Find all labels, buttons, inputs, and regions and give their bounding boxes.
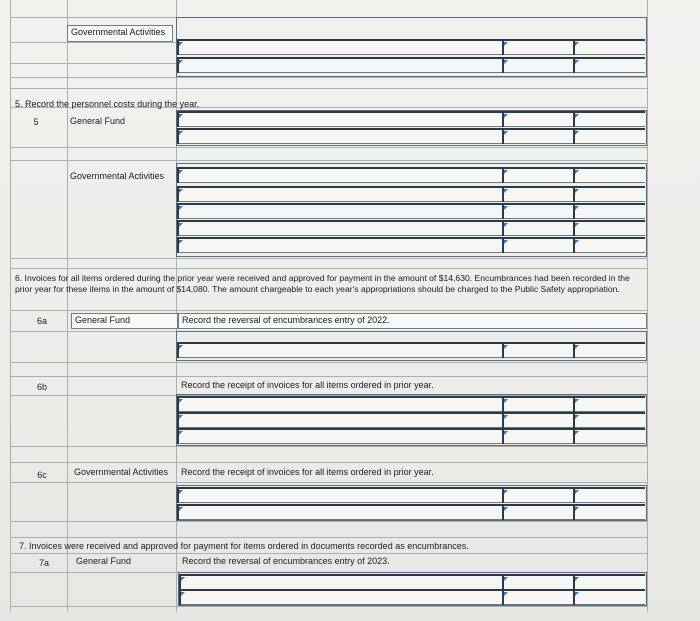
dropdown-marker-icon — [504, 131, 508, 135]
dropdown-marker-icon — [504, 490, 508, 494]
dropdown-marker-icon — [575, 60, 579, 64]
journal-entry-row-6c-1[interactable] — [177, 487, 645, 503]
dropdown-marker-icon — [575, 131, 579, 135]
dropdown-marker-icon — [504, 592, 508, 596]
journal-entry-row-top-2[interactable] — [177, 57, 645, 73]
question-5-prompt: 5. Record the personnel costs during the year. — [15, 99, 200, 109]
journal-entry-row-5-2[interactable] — [177, 128, 645, 144]
dropdown-marker-icon — [575, 345, 579, 349]
grid-line — [10, 258, 647, 259]
dropdown-marker-icon — [179, 189, 183, 193]
dropdown-marker-icon — [179, 507, 183, 511]
grid-line — [10, 147, 647, 148]
grid-line — [10, 160, 647, 161]
entry-number-6a: 6a — [36, 316, 47, 326]
dropdown-marker-icon — [179, 345, 183, 349]
dropdown-marker-icon — [575, 114, 579, 118]
dropdown-marker-icon — [575, 490, 579, 494]
fund-label-governmental-activities-top: Governmental Activities — [67, 25, 173, 42]
grid-column-line — [67, 0, 68, 612]
dropdown-marker-icon — [504, 170, 508, 174]
journal-entry-row-6b-2[interactable] — [177, 412, 645, 428]
dropdown-marker-icon — [575, 577, 579, 581]
journal-entry-row-5-1[interactable] — [177, 111, 645, 127]
grid-line — [10, 482, 647, 483]
fund-label-general-fund-7a: General Fund — [76, 556, 132, 566]
dropdown-marker-icon — [504, 345, 508, 349]
grid-line — [10, 553, 647, 554]
dropdown-marker-icon — [575, 415, 579, 419]
dropdown-marker-icon — [575, 507, 579, 511]
question-7-prompt: 7. Invoices were received and approved for payment for items ordered in documents recorded as encumbrances. — [19, 541, 469, 551]
dropdown-marker-icon — [179, 170, 183, 174]
grid-line — [10, 268, 647, 269]
dropdown-marker-icon — [179, 42, 183, 46]
dropdown-marker-icon — [179, 206, 183, 210]
grid-column-line — [647, 0, 648, 612]
grid-line — [10, 88, 647, 89]
dropdown-marker-icon — [504, 114, 508, 118]
dropdown-marker-icon — [179, 60, 183, 64]
dropdown-marker-icon — [504, 42, 508, 46]
journal-entry-row-5-gov-5[interactable] — [177, 237, 645, 253]
dropdown-marker-icon — [575, 399, 579, 403]
dropdown-marker-icon — [179, 240, 183, 244]
journal-entry-row-top-1[interactable] — [177, 39, 645, 55]
fund-label-governmental-activities-6c: Governmental Activities — [74, 467, 169, 477]
entry-description-7a: Record the reversal of encumbrances entry of 2023. — [182, 556, 390, 566]
dropdown-marker-icon — [504, 60, 508, 64]
entry-number-6b: 6b — [36, 382, 47, 392]
dropdown-marker-icon — [575, 206, 579, 210]
dropdown-marker-icon — [575, 592, 579, 596]
grid-line — [10, 362, 647, 363]
dropdown-marker-icon — [504, 507, 508, 511]
grid-line — [10, 77, 647, 78]
dropdown-marker-icon — [179, 431, 183, 435]
dropdown-marker-icon — [504, 415, 508, 419]
grid-line — [10, 310, 647, 311]
dropdown-marker-icon — [575, 42, 579, 46]
entry-number-5: 5 — [33, 117, 39, 127]
entry-description-6c: Record the receipt of invoices for all items ordered in prior year. — [181, 467, 434, 477]
entry-description-6b: Record the receipt of invoices for all items ordered in prior year. — [181, 380, 434, 390]
dropdown-marker-icon — [575, 431, 579, 435]
entry-number-7a: 7a — [38, 558, 49, 568]
dropdown-marker-icon — [179, 399, 183, 403]
journal-entry-row-5-gov-1[interactable] — [177, 167, 645, 183]
dropdown-marker-icon — [179, 131, 183, 135]
grid-line — [10, 537, 647, 538]
grid-line — [10, 462, 647, 463]
journal-entry-row-6a-1[interactable] — [177, 342, 645, 358]
dropdown-marker-icon — [179, 223, 183, 227]
entry-number-6c: 6c — [37, 470, 47, 480]
dropdown-marker-icon — [504, 223, 508, 227]
dropdown-marker-icon — [181, 577, 185, 581]
dropdown-marker-icon — [504, 577, 508, 581]
dropdown-marker-icon — [575, 170, 579, 174]
dropdown-marker-icon — [504, 399, 508, 403]
journal-entry-row-6b-3[interactable] — [177, 428, 645, 444]
journal-entry-row-6b-1[interactable] — [177, 396, 645, 412]
grid-line — [10, 446, 647, 447]
journal-entry-row-5-gov-2[interactable] — [177, 186, 645, 202]
journal-entry-row-5-gov-4[interactable] — [177, 220, 645, 236]
dropdown-marker-icon — [575, 240, 579, 244]
dropdown-marker-icon — [504, 240, 508, 244]
dropdown-marker-icon — [504, 189, 508, 193]
dropdown-marker-icon — [179, 415, 183, 419]
dropdown-marker-icon — [504, 431, 508, 435]
dropdown-marker-icon — [179, 490, 183, 494]
grid-line — [10, 376, 647, 377]
grid-line — [10, 521, 647, 522]
journal-entry-row-5-gov-3[interactable] — [177, 203, 645, 219]
fund-label-governmental-activities-5: Governmental Activities — [70, 171, 165, 181]
journal-entry-row-7a-1[interactable] — [179, 574, 645, 590]
journal-entry-row-7a-2[interactable] — [179, 589, 645, 605]
dropdown-marker-icon — [179, 114, 183, 118]
grid-line — [10, 606, 647, 607]
journal-entry-row-6c-2[interactable] — [177, 504, 645, 520]
dropdown-marker-icon — [575, 189, 579, 193]
grid-column-line — [10, 0, 11, 612]
dropdown-marker-icon — [181, 592, 185, 596]
dropdown-marker-icon — [575, 223, 579, 227]
dropdown-marker-icon — [504, 206, 508, 210]
fund-label-general-fund-6a: General Fund — [71, 313, 178, 329]
entry-description-6a: Record the reversal of encumbrances entry of 2022. — [178, 313, 647, 329]
question-6-prompt: 6. Invoices for all items ordered during the prior year were received and approved for payment in the amount of $14,630. Encumbrances had been recorded in the prior year for these items in the amount of $14,080. The amount chargeable to each year's appropriations should be charged to the Public Safety appropriation. — [15, 273, 630, 294]
fund-label-general-fund-5: General Fund — [70, 116, 126, 126]
